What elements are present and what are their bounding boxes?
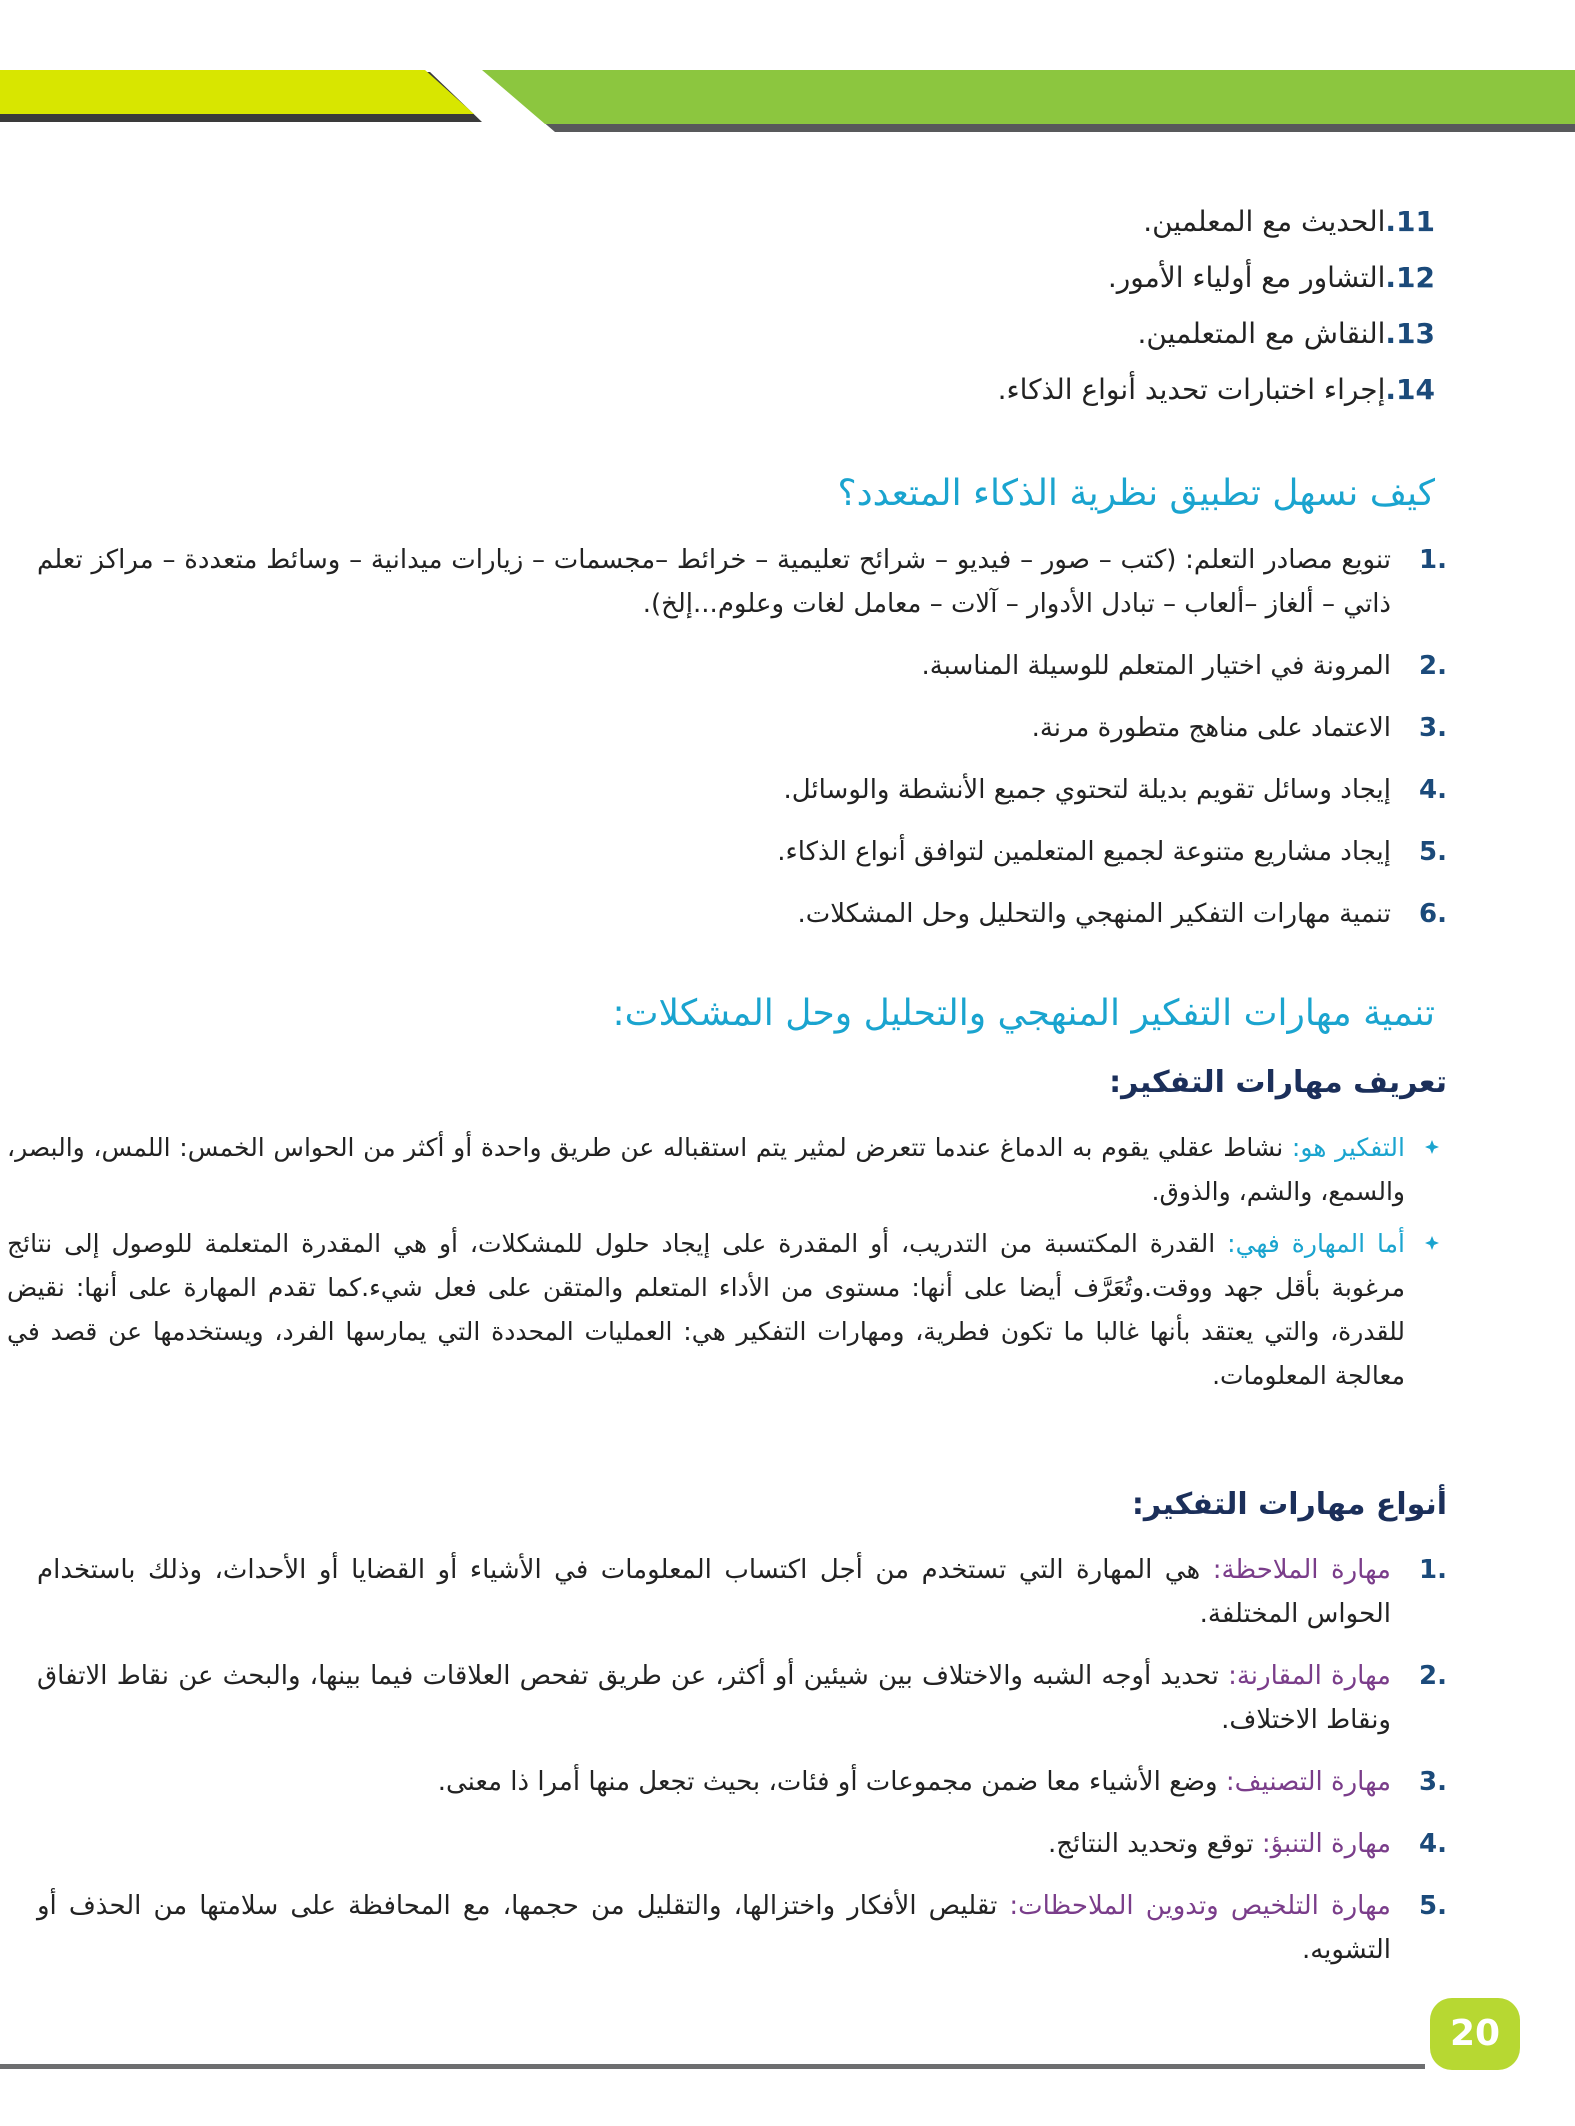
item-text: الاعتماد على مناهج متطورة مرنة. — [1031, 713, 1391, 743]
item-text: إيجاد وسائل تقويم بديلة لتحتوي جميع الأنشطة والوسائل. — [783, 775, 1391, 805]
list-item — [37, 706, 1447, 750]
skill-term: مهارة المقارنة: — [1228, 1661, 1391, 1691]
item-number: 14. — [1385, 373, 1435, 406]
item-number: 4. — [1419, 775, 1447, 805]
list-item — [37, 1654, 1447, 1742]
item-number: 3. — [1419, 1767, 1447, 1797]
section-heading: تنمية مهارات التفكير المنهجي والتحليل وحل المشكلات: — [612, 993, 1435, 1034]
definition-item — [7, 1222, 1447, 1398]
item-text: إجراء اختبارات تحديد أنواع الذكاء. — [997, 373, 1386, 406]
skills-list — [37, 1548, 1447, 1990]
definition-term: أما المهارة فهي: — [1227, 1229, 1405, 1258]
skill-term: مهارة الملاحظة: — [1212, 1555, 1391, 1585]
skill-text: هي المهارة التي تستخدم من أجل اكتساب المعلومات في الأشياء أو القضايا أو الأحداث، وذلك باستخدام الحواس المختلفة. — [37, 1555, 1391, 1629]
item-text: إيجاد مشاريع متنوعة لجميع المتعلمين لتوافق أنواع الذكاء. — [777, 837, 1391, 867]
list-item — [1137, 314, 1435, 354]
item-number: 5. — [1419, 1891, 1447, 1921]
page-number: 20 — [1430, 1998, 1520, 2070]
skill-term: مهارة التصنيف: — [1225, 1767, 1391, 1797]
item-number: 2. — [1419, 651, 1447, 681]
item-text: التشاور مع أولياء الأمور. — [1107, 261, 1386, 294]
definition-term: التفكير هو: — [1291, 1133, 1405, 1162]
item-number: 3. — [1419, 713, 1447, 743]
list-item — [1143, 202, 1435, 242]
item-number: 2. — [1419, 1661, 1447, 1691]
item-number: 12. — [1385, 261, 1435, 294]
tips-list — [37, 538, 1447, 954]
item-number: 1. — [1419, 545, 1447, 575]
list-item — [37, 538, 1447, 626]
definition-item — [7, 1126, 1447, 1214]
item-number: 5. — [1419, 837, 1447, 867]
skill-text: توقع وتحديد النتائج. — [1047, 1829, 1262, 1859]
item-text: الحديث مع المعلمين. — [1143, 205, 1386, 238]
skill-term: مهارة التنبؤ: — [1261, 1829, 1391, 1859]
item-number: 11. — [1385, 205, 1435, 238]
item-text: المرونة في اختيار المتعلم للوسيلة المناسبة. — [921, 651, 1391, 681]
list-item — [37, 892, 1447, 936]
item-number: 4. — [1419, 1829, 1447, 1859]
item-text: النقاش مع المتعلمين. — [1137, 317, 1386, 350]
list-item — [1108, 258, 1435, 298]
skill-text: تقليص الأفكار واختزالها، والتقليل من حجمها، مع المحافظة على سلامتها من الحذف أو التشويه. — [37, 1891, 1391, 1965]
list-item — [37, 1884, 1447, 1972]
star-bullet-icon — [1425, 1236, 1439, 1250]
skill-text: تحديد أوجه الشبه والاختلاف بين شيئين أو أكثر، عن طريق تفحص العلاقات فيما بينها، والبحث عن نقاط الاتفاق ونقاط الاختلاف. — [37, 1661, 1391, 1735]
list-item — [998, 370, 1435, 410]
list-item — [37, 768, 1447, 812]
skill-term: مهارة التلخيص وتدوين الملاحظات: — [1009, 1891, 1391, 1921]
types-heading: أنواع مهارات التفكير: — [1131, 1487, 1447, 1522]
definition-text: القدرة المكتسبة من التدريب، أو المقدرة على إيجاد حلول للمشكلات، أو هي المقدرة المتعلمة للوصول إلى نتائج مرغوبة بأقل جهد ووقت.وتُعَرَّف أيضا على أنها: مستوى من الأداء المتعلم والمتقن على فعل شيء.كما تقدم المهارة على أنها: نقيض للقدرة، والتي يعتقد بأنها غالبا ما تكون فطرية، ومهارات التفكير هي: العمليات المحددة التي يمارسها الفرد، ويستخدمها عن قصد في معالجة المعلومات. — [7, 1229, 1405, 1390]
list-item — [37, 830, 1447, 874]
definition-text: نشاط عقلي يقوم به الدماغ عندما تتعرض لمثير يتم استقباله عن طريق واحدة أو أكثر من الحواس الخمس: اللمس، والبصر، والسمع، والشم، والذوق. — [7, 1133, 1405, 1206]
skill-text: وضع الأشياء معا ضمن مجموعات أو فئات، بحيث تجعل منها أمرا ذا معنى. — [437, 1767, 1226, 1797]
item-number: 13. — [1385, 317, 1435, 350]
definition-heading: تعريف مهارات التفكير: — [1109, 1065, 1447, 1100]
item-number: 1. — [1419, 1555, 1447, 1585]
item-text: تنمية مهارات التفكير المنهجي والتحليل وحل المشكلات. — [797, 899, 1391, 929]
list-item — [37, 1822, 1447, 1866]
item-text: تنويع مصادر التعلم: (كتب – صور – فيديو – شرائح تعليمية – خرائط –مجسمات – زيارات ميدانية – وسائط متعددة – مراكز تعلم ذاتي – ألغاز –ألعاب – تبادل الأدوار – آلات – معامل لغات وعلوم...إلخ). — [37, 545, 1391, 619]
footer-rule — [0, 2064, 1425, 2069]
definitions-list — [7, 1126, 1447, 1406]
list-item — [37, 1760, 1447, 1804]
item-number: 6. — [1419, 899, 1447, 929]
section-heading: كيف نسهل تطبيق نظرية الذكاء المتعدد؟ — [837, 473, 1435, 514]
list-item — [37, 1548, 1447, 1636]
list-item — [37, 644, 1447, 688]
star-bullet-icon — [1425, 1140, 1439, 1154]
